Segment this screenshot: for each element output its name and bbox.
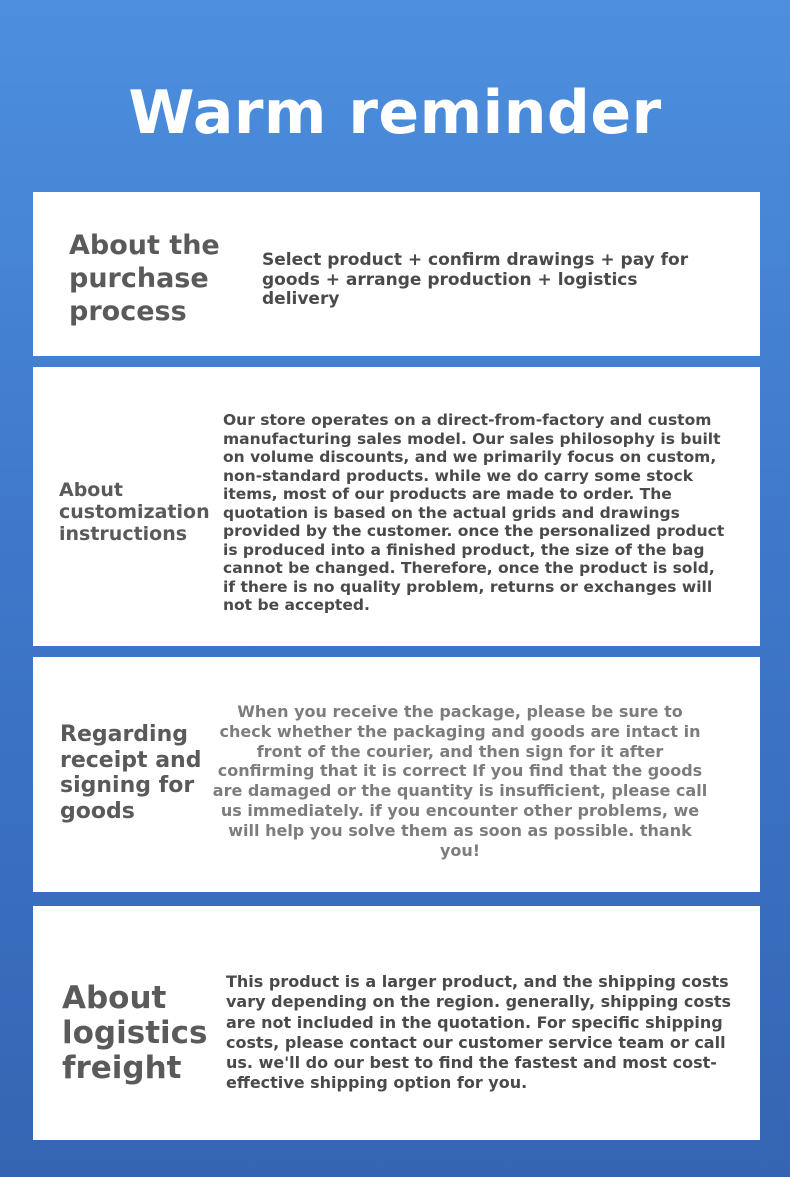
customization-label xyxy=(59,479,210,545)
receipt-card xyxy=(33,657,760,892)
receipt-label-line-3: signing for xyxy=(60,773,195,798)
logistics-label xyxy=(62,981,207,1086)
customization-card xyxy=(33,367,760,646)
receipt-label-line-1: Regarding xyxy=(60,722,189,747)
customization-text: Our store operates on a direct-from-factory and custom manufacturing sales model. Our sales philosophy is built on volume discounts, and we primarily focus on custom, non-standard products. while we do carry some stock items, most of our products are made to order. The quotation is based on the actual grids and drawings provided by the customer. once the personalized product is produced into a finished product, the size of the bag cannot be changed. Therefore, once the product is sold, if there is no quality problem, returns or exchanges will not be accepted. xyxy=(223,411,725,614)
logistics-text: This product is a larger product, and the shipping costs vary depending on the region. generally, shipping costs are not included in the quotation. For specific shipping costs, please contact our customer service team or call us. we'll do our best to find the fastest and most cost-effective shipping option for you. xyxy=(226,972,732,1093)
receipt-label xyxy=(60,722,201,824)
customization-label-line-1: About xyxy=(59,479,123,501)
purchase-process-text: Select product + confirm drawings + pay for goods + arrange production + logistics delivery xyxy=(262,250,689,309)
customization-label-line-2: customization xyxy=(59,501,210,523)
purchase-process-label-line-3: process xyxy=(69,296,187,327)
logistics-label-line-2: logistics xyxy=(62,1015,208,1051)
purchase-process-label-line-1: About the xyxy=(69,230,220,261)
receipt-text: When you receive the package, please be sure to check whether the packaging and goods are intact in front of the courier, and then sign for it after confirming that it is correct If you find that the goods are damaged or the quantity is insufficient, please call us immediately. if you encounter other problems, we will help you solve them as soon as possible. thank you! xyxy=(212,702,708,860)
receipt-label-line-2: receipt and xyxy=(60,747,202,773)
logistics-label-line-1: About xyxy=(62,980,167,1016)
purchase-process-label-line-2: purchase xyxy=(69,263,209,294)
customization-label-line-3: instructions xyxy=(59,523,188,545)
logistics-card xyxy=(33,906,760,1140)
receipt-label-line-4: goods xyxy=(60,798,135,824)
logistics-label-line-3: freight xyxy=(62,1050,182,1086)
page-title: Warm reminder xyxy=(128,78,662,148)
purchase-process-card xyxy=(33,192,760,356)
purchase-process-label xyxy=(69,229,220,328)
